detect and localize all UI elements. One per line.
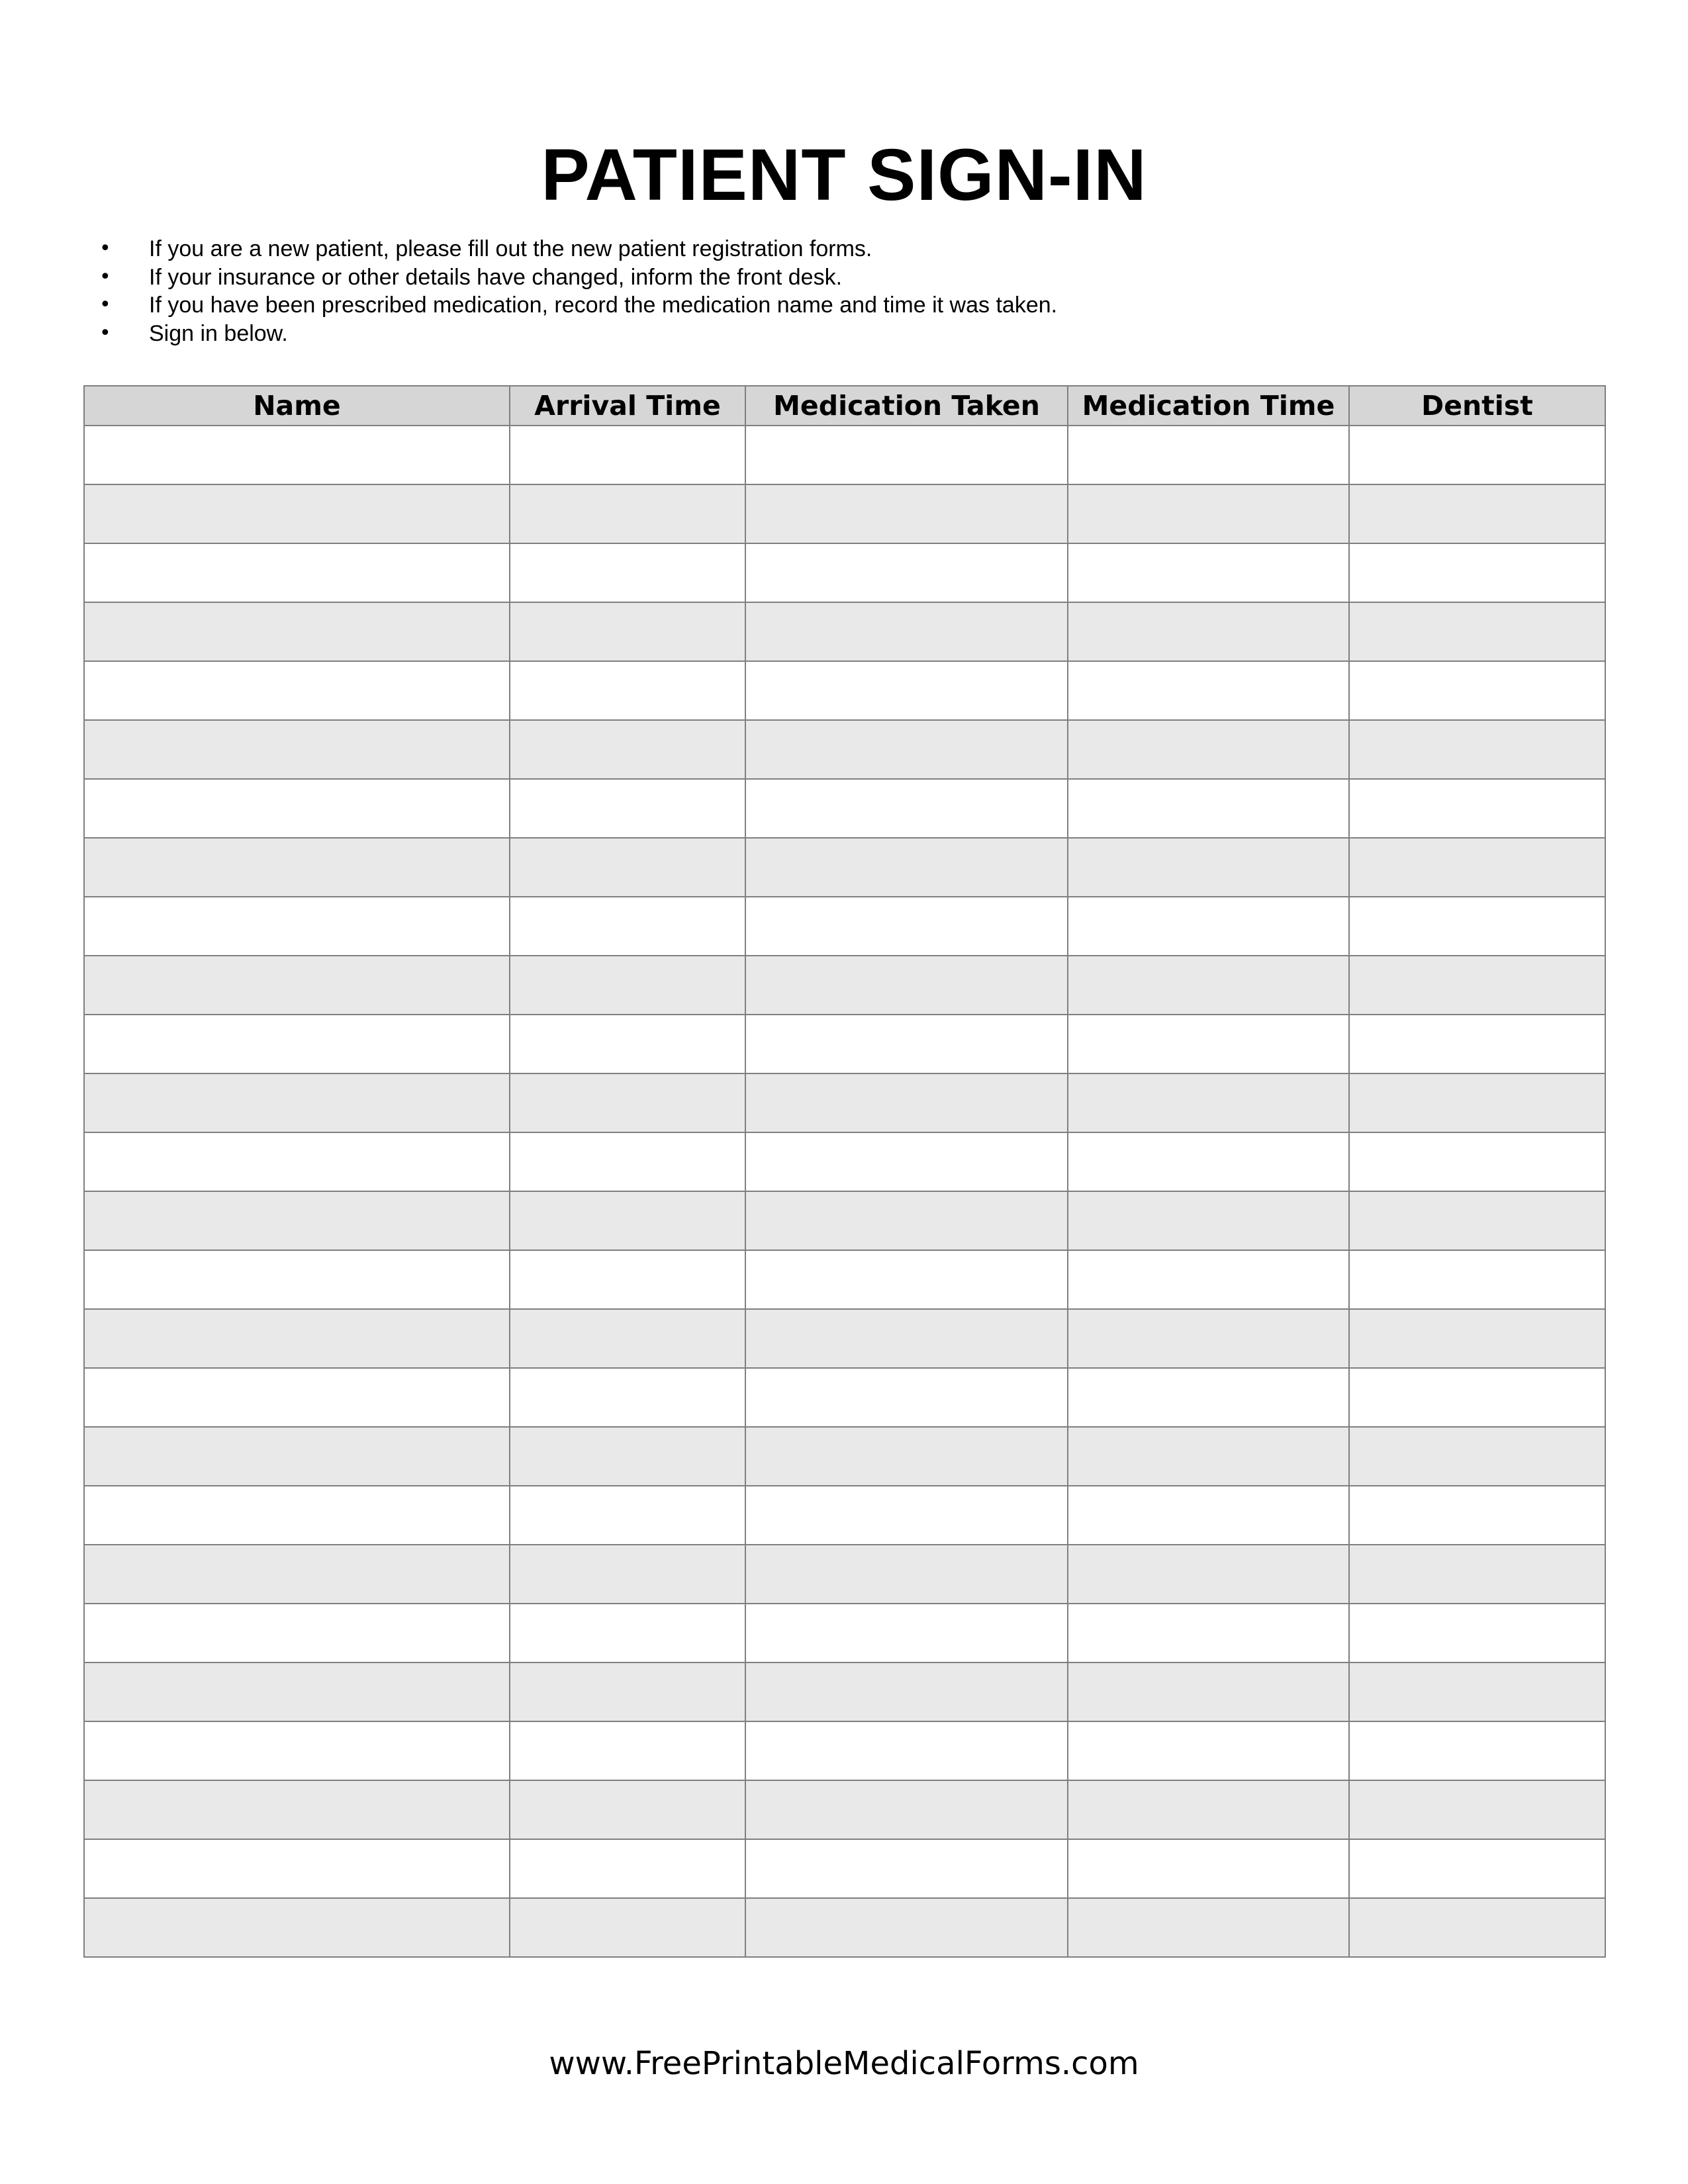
medication-taken-cell [745, 1839, 1068, 1898]
table-row [84, 661, 1605, 720]
medication-time-cell [1068, 779, 1349, 838]
page-title: PATIENT SIGN-IN [541, 134, 1147, 216]
dentist-cell [1349, 543, 1605, 602]
dentist-cell [1349, 1250, 1605, 1309]
dentist-cell [1349, 838, 1605, 897]
bullet-icon: • [99, 265, 111, 289]
dentist-cell [1349, 1309, 1605, 1368]
medication-taken-cell [745, 661, 1068, 720]
name-cell [84, 1427, 510, 1486]
name-cell [84, 1486, 510, 1545]
name-cell [84, 779, 510, 838]
instruction-item [99, 320, 1556, 348]
medication-taken-cell [745, 1662, 1068, 1721]
dentist-cell [1349, 1604, 1605, 1662]
table-row [84, 1721, 1605, 1780]
dentist-cell [1349, 1015, 1605, 1073]
column-header-dentist: Dentist [1349, 386, 1605, 426]
table-row [84, 1898, 1605, 1957]
medication-taken-cell [745, 1191, 1068, 1250]
table-row [84, 1427, 1605, 1486]
dentist-cell [1349, 897, 1605, 956]
sign-in-table [83, 385, 1606, 1958]
bullet-icon: • [99, 293, 111, 316]
medication-time-cell [1068, 543, 1349, 602]
medication-time-cell [1068, 1545, 1349, 1604]
dentist-cell [1349, 720, 1605, 779]
instructions-list [99, 235, 1556, 347]
instruction-item [99, 291, 1556, 320]
arrival-time-cell [510, 1604, 745, 1662]
medication-taken-cell [745, 956, 1068, 1015]
table-row [84, 1486, 1605, 1545]
name-cell [84, 1721, 510, 1780]
medication-time-cell [1068, 897, 1349, 956]
dentist-cell [1349, 602, 1605, 661]
name-cell [84, 1898, 510, 1957]
arrival-time-cell [510, 1486, 745, 1545]
instruction-text: If your insurance or other details have changed, inform the front desk. [149, 264, 843, 290]
medication-time-cell [1068, 1309, 1349, 1368]
table-row [84, 779, 1605, 838]
medication-taken-cell [745, 1368, 1068, 1427]
medication-time-cell [1068, 602, 1349, 661]
table-row [84, 1309, 1605, 1368]
medication-taken-cell [745, 897, 1068, 956]
instruction-item [99, 263, 1556, 292]
name-cell [84, 1604, 510, 1662]
medication-time-cell [1068, 1191, 1349, 1250]
arrival-time-cell [510, 720, 745, 779]
arrival-time-cell [510, 1191, 745, 1250]
dentist-cell [1349, 1545, 1605, 1604]
table-row [84, 1132, 1605, 1191]
name-cell [84, 1015, 510, 1073]
medication-time-cell [1068, 1250, 1349, 1309]
medication-time-cell [1068, 1898, 1349, 1957]
medication-time-cell [1068, 838, 1349, 897]
medication-time-cell [1068, 1073, 1349, 1132]
bullet-icon: • [99, 321, 111, 345]
medication-time-cell [1068, 426, 1349, 484]
arrival-time-cell [510, 1368, 745, 1427]
name-cell [84, 956, 510, 1015]
table-row [84, 897, 1605, 956]
dentist-cell [1349, 1132, 1605, 1191]
table-row [84, 720, 1605, 779]
medication-time-cell [1068, 484, 1349, 543]
medication-taken-cell [745, 838, 1068, 897]
arrival-time-cell [510, 426, 745, 484]
arrival-time-cell [510, 1721, 745, 1780]
medication-taken-cell [745, 1486, 1068, 1545]
medication-time-cell [1068, 1132, 1349, 1191]
medication-taken-cell [745, 1250, 1068, 1309]
dentist-cell [1349, 956, 1605, 1015]
table-row [84, 1604, 1605, 1662]
table-row [84, 1191, 1605, 1250]
medication-time-cell [1068, 720, 1349, 779]
arrival-time-cell [510, 897, 745, 956]
arrival-time-cell [510, 1073, 745, 1132]
name-cell [84, 1662, 510, 1721]
column-header-medication-time: Medication Time [1068, 386, 1349, 426]
dentist-cell [1349, 661, 1605, 720]
medication-taken-cell [745, 1309, 1068, 1368]
dentist-cell [1349, 1486, 1605, 1545]
table-row [84, 838, 1605, 897]
table-row [84, 1015, 1605, 1073]
name-cell [84, 1368, 510, 1427]
name-cell [84, 1309, 510, 1368]
medication-time-cell [1068, 956, 1349, 1015]
name-cell [84, 1191, 510, 1250]
table-row [84, 484, 1605, 543]
dentist-cell [1349, 779, 1605, 838]
medication-taken-cell [745, 720, 1068, 779]
column-header-arrival-time: Arrival Time [510, 386, 745, 426]
dentist-cell [1349, 1898, 1605, 1957]
medication-time-cell [1068, 661, 1349, 720]
arrival-time-cell [510, 661, 745, 720]
table-row [84, 1839, 1605, 1898]
table-row [84, 1073, 1605, 1132]
name-cell [84, 543, 510, 602]
name-cell [84, 1250, 510, 1309]
medication-time-cell [1068, 1604, 1349, 1662]
dentist-cell [1349, 426, 1605, 484]
medication-taken-cell [745, 1604, 1068, 1662]
name-cell [84, 1132, 510, 1191]
name-cell [84, 602, 510, 661]
table-row [84, 1368, 1605, 1427]
instruction-item [99, 235, 1556, 263]
arrival-time-cell [510, 1898, 745, 1957]
arrival-time-cell [510, 1780, 745, 1839]
dentist-cell [1349, 1839, 1605, 1898]
name-cell [84, 484, 510, 543]
name-cell [84, 1073, 510, 1132]
medication-taken-cell [745, 1780, 1068, 1839]
name-cell [84, 897, 510, 956]
dentist-cell [1349, 1780, 1605, 1839]
medication-taken-cell [745, 1721, 1068, 1780]
name-cell [84, 1780, 510, 1839]
medication-taken-cell [745, 1132, 1068, 1191]
medication-taken-cell [745, 1015, 1068, 1073]
medication-taken-cell [745, 602, 1068, 661]
dentist-cell [1349, 484, 1605, 543]
table-header-row [84, 386, 1605, 426]
dentist-cell [1349, 1073, 1605, 1132]
arrival-time-cell [510, 956, 745, 1015]
name-cell [84, 1839, 510, 1898]
arrival-time-cell [510, 1427, 745, 1486]
table-row [84, 1662, 1605, 1721]
table-row [84, 543, 1605, 602]
name-cell [84, 661, 510, 720]
table-row [84, 1780, 1605, 1839]
column-header-name: Name [84, 386, 510, 426]
dentist-cell [1349, 1368, 1605, 1427]
medication-taken-cell [745, 1898, 1068, 1957]
arrival-time-cell [510, 779, 745, 838]
arrival-time-cell [510, 602, 745, 661]
arrival-time-cell [510, 1545, 745, 1604]
table-row [84, 426, 1605, 484]
medication-time-cell [1068, 1427, 1349, 1486]
medication-time-cell [1068, 1662, 1349, 1721]
arrival-time-cell [510, 838, 745, 897]
medication-taken-cell [745, 543, 1068, 602]
medication-time-cell [1068, 1780, 1349, 1839]
name-cell [84, 720, 510, 779]
arrival-time-cell [510, 543, 745, 602]
instruction-text: If you are a new patient, please fill out the new patient registration forms. [149, 236, 872, 261]
arrival-time-cell [510, 1309, 745, 1368]
arrival-time-cell [510, 1839, 745, 1898]
dentist-cell [1349, 1721, 1605, 1780]
column-header-medication-taken: Medication Taken [745, 386, 1068, 426]
arrival-time-cell [510, 484, 745, 543]
arrival-time-cell [510, 1662, 745, 1721]
medication-taken-cell [745, 1073, 1068, 1132]
medication-time-cell [1068, 1015, 1349, 1073]
name-cell [84, 426, 510, 484]
dentist-cell [1349, 1662, 1605, 1721]
table-row [84, 956, 1605, 1015]
medication-taken-cell [745, 1427, 1068, 1486]
name-cell [84, 838, 510, 897]
medication-taken-cell [745, 779, 1068, 838]
medication-time-cell [1068, 1839, 1349, 1898]
name-cell [84, 1545, 510, 1604]
table-row [84, 1250, 1605, 1309]
medication-time-cell [1068, 1368, 1349, 1427]
table-body [84, 426, 1605, 1957]
medication-time-cell [1068, 1486, 1349, 1545]
table-row [84, 1545, 1605, 1604]
arrival-time-cell [510, 1132, 745, 1191]
dentist-cell [1349, 1191, 1605, 1250]
table-row [84, 602, 1605, 661]
medication-taken-cell [745, 1545, 1068, 1604]
footer-url: www.FreePrintableMedicalForms.com [549, 2045, 1139, 2082]
dentist-cell [1349, 1427, 1605, 1486]
arrival-time-cell [510, 1015, 745, 1073]
medication-taken-cell [745, 426, 1068, 484]
instruction-text: If you have been prescribed medication, record the medication name and time it was taken. [149, 293, 1058, 318]
instruction-text: Sign in below. [149, 320, 288, 346]
arrival-time-cell [510, 1250, 745, 1309]
medication-time-cell [1068, 1721, 1349, 1780]
bullet-icon: • [99, 237, 111, 260]
medication-taken-cell [745, 484, 1068, 543]
